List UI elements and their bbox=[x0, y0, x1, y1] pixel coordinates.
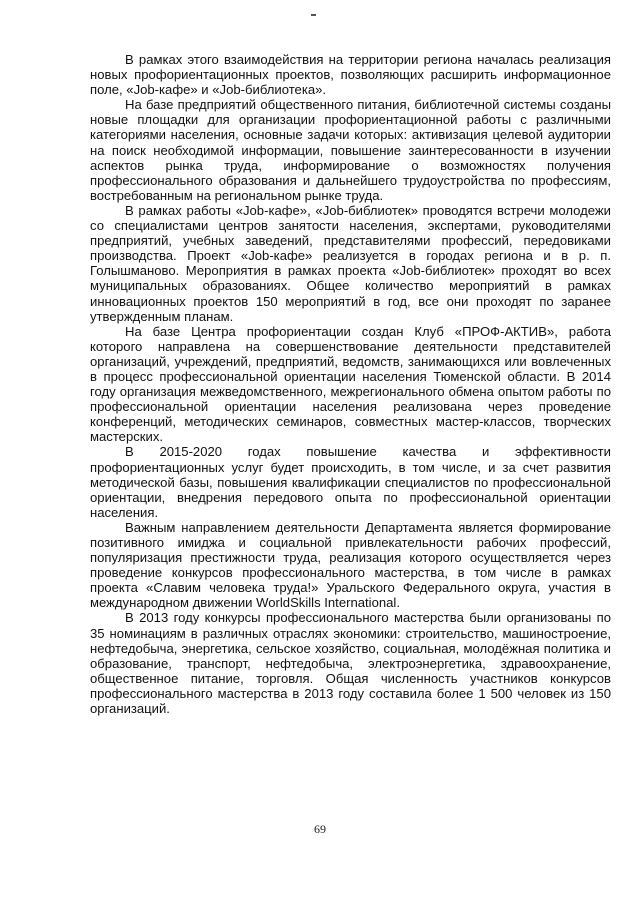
paragraph: На базе предприятий общественного питания, библиотечной системы созданы новые площадки для организации профориентационной работы с различными категориями населения, основные задачи которых: активизация целевой аудитории на поиск необходимой информации, повышение заинтересованности в изучении аспектов рынка труда, информирование о возможностях получения профессионального образования и дальнейшего трудоустройства по профессиям, востребованным на региональном рынке труда. bbox=[90, 97, 611, 203]
page-number: 69 bbox=[314, 822, 326, 836]
paragraph: В рамках этого взаимодействия на территории региона началась реализация новых профориентационных проектов, позволяющих расширить информационное поле, «Job-кафе» и «Job-библиотека». bbox=[90, 52, 611, 98]
paragraph: В 2013 году конкурсы профессионального мастерства были организованы по 35 номинациям в различных отраслях экономики: строительство, машиностроение, нефтедобыча, энергетика, сельское хозяйство, социальная, молодёжная политика и образование, транспорт, нефтедобыча, электроэнергетика, здравоохранение, общественное питание, торговля. Общая численность участников конкурсов профессионального мастерства в 2013 году составила более 1 500 человек из 150 организаций. bbox=[90, 610, 611, 717]
scan-mark bbox=[311, 14, 316, 16]
body-text bbox=[90, 52, 611, 716]
paragraph: В 2015-2020 годах повышение качества и эффективности профориентационных услуг будет происходить, в том числе, и за счет развития методической базы, повышения квалификации специалистов по профессиональной ориентации, внедрения передового опыта по профессиональной ориентации населения. bbox=[90, 444, 611, 520]
paragraph: В рамках работы «Job-кафе», «Job-библиотек» проводятся встречи молодежи со специалистами центров занятости населения, экспертами, руководителями предприятий, учебных заведений, представителями профессий, передовиками производства. Проект «Job-кафе» реализуется в городах региона и в р. п. Голышманово. Мероприятия в рамках проекта «Job-библиотек» проходят во всех муниципальных образованиях. Общее количество мероприятий в рамках инновационных проектов 150 мероприятий в год, все они проходят по заранее утвержденным планам. bbox=[90, 202, 611, 324]
paragraph: Важным направлением деятельности Департамента является формирование позитивного имиджа и социальной привлекательности рабочих профессий, популяризация престижности труда, реализация которого осуществляется через проведение конкурсов профессионального мастерства, в том числе в рамках проекта «Славим человека труда!» Уральского Федерального округа, участия в международном движении WorldSkills International. bbox=[90, 519, 611, 611]
paragraph: На базе Центра профориентации создан Клуб «ПРОФ-АКТИВ», работа которого направлена на совершенствование деятельности представителей организаций, учреждений, предприятий, ведомств, занимающихся или вовлеченных в процесс профессиональной ориентации населения Тюменской области. В 2014 году организация межведомственного, межрегионального обмена опытом работы по профессиональной ориентации населения реализована через проведение конференций, методических семинаров, совместных мастер-классов, творческих мастерских. bbox=[90, 323, 611, 445]
